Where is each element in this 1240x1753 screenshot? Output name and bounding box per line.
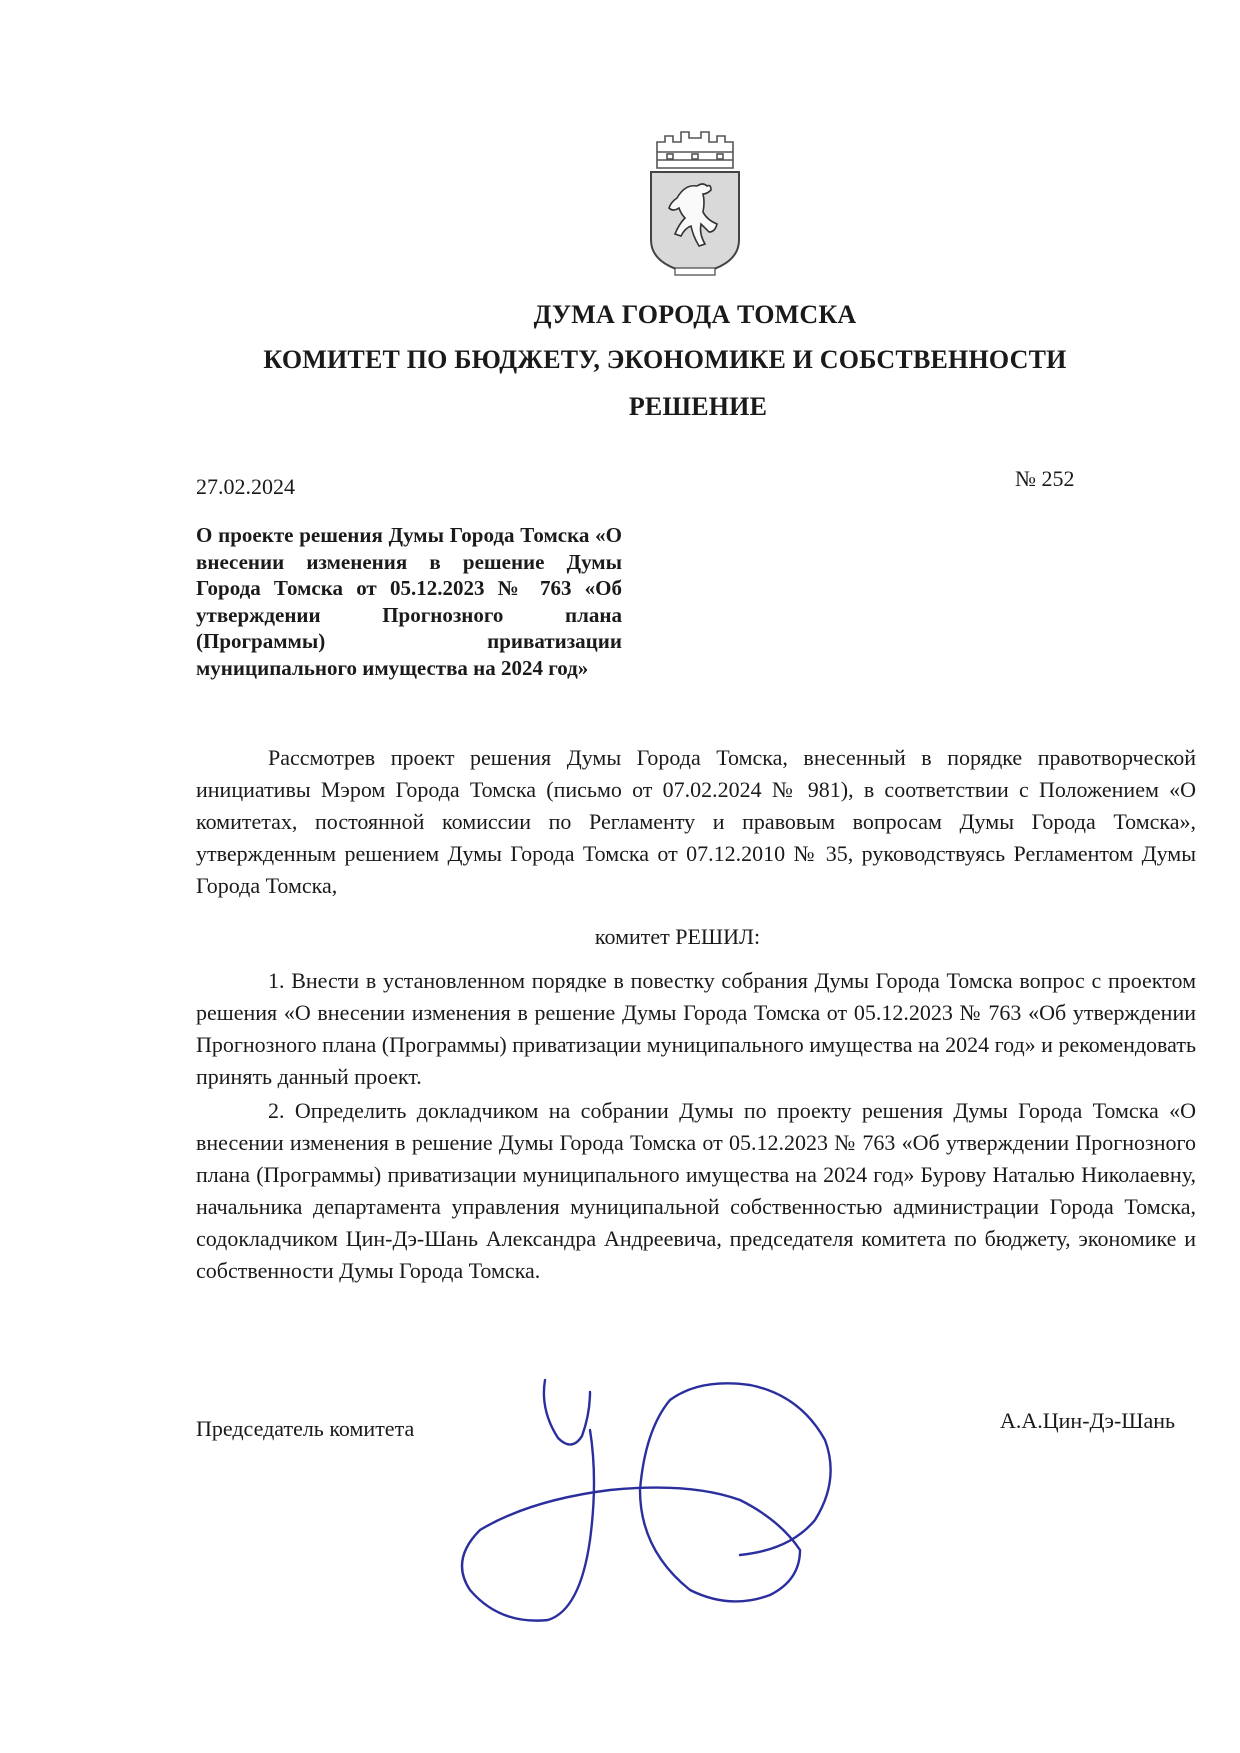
decision-item-1: 1. Внести в установленном порядке в повестку собрания Думы Города Томска вопрос с проектом решения «О внесении изменения в решение Думы Города Томска от 05.12.2023 № 763 «Об утверждении Прогнозного плана (Программы) приватизации муниципального имущества на 2024 год» и рекомендовать принять данный проект. <box>196 968 1196 1089</box>
chair-label: Председатель комитета <box>196 1416 415 1441</box>
document-type: РЕШЕНИЕ <box>628 392 768 421</box>
chair-name: А.А.Цин-Дэ-Шань <box>1000 1408 1176 1433</box>
coat-of-arms-icon <box>645 128 745 278</box>
document-date: 27.02.2024 <box>196 474 295 499</box>
preamble-paragraph: Рассмотрев проект решения Думы Города Томска, внесенный в порядке правотворческой инициативы Мэром Города Томска (письмо от 07.02.2024 № 981), в соответствии с Положением «О комитетах, постоянной комиссии по Регламенту и правовым вопросам Думы Города Томска», утвержденным решением Думы Города Томска от 07.12.2010 № 35, руководствуясь Регламентом Думы Города Томска, <box>196 745 1196 898</box>
document-subject: О проекте решения Думы Города Томска «О внесении изменения в решение Думы Города Томска от 05.12.2023 № 763 «Об утверждении Прогнозного плана (Программы) приватизации муниципального имущества на 2024 год» <box>196 523 622 680</box>
duma-title: ДУМА ГОРОДА ТОМСКА <box>533 300 857 329</box>
handwritten-signature <box>440 1370 940 1670</box>
document-number: № 252 <box>1015 466 1075 491</box>
decision-item-2: 2. Определить докладчиком на собрании Думы по проекту решения Думы Города Томска «О внесении изменения в решение Думы Города Томска от 05.12.2023 № 763 «Об утверждении Прогнозного плана (Программы) приватизации муниципального имущества на 2024 год» Бурову Наталью Николаевну, начальника департамента управления муниципальной собственностью администрации Города Томска, содокладчиком Цин-Дэ-Шань Александра Андреевича, председателя комитета по бюджету, экономике и собственности Думы Города Томска. <box>196 1098 1196 1283</box>
committee-title: КОМИТЕТ ПО БЮДЖЕТУ, ЭКОНОМИКЕ И СОБСТВЕННОСТИ <box>263 345 1067 374</box>
resolved-line: комитет РЕШИЛ: <box>594 924 761 949</box>
